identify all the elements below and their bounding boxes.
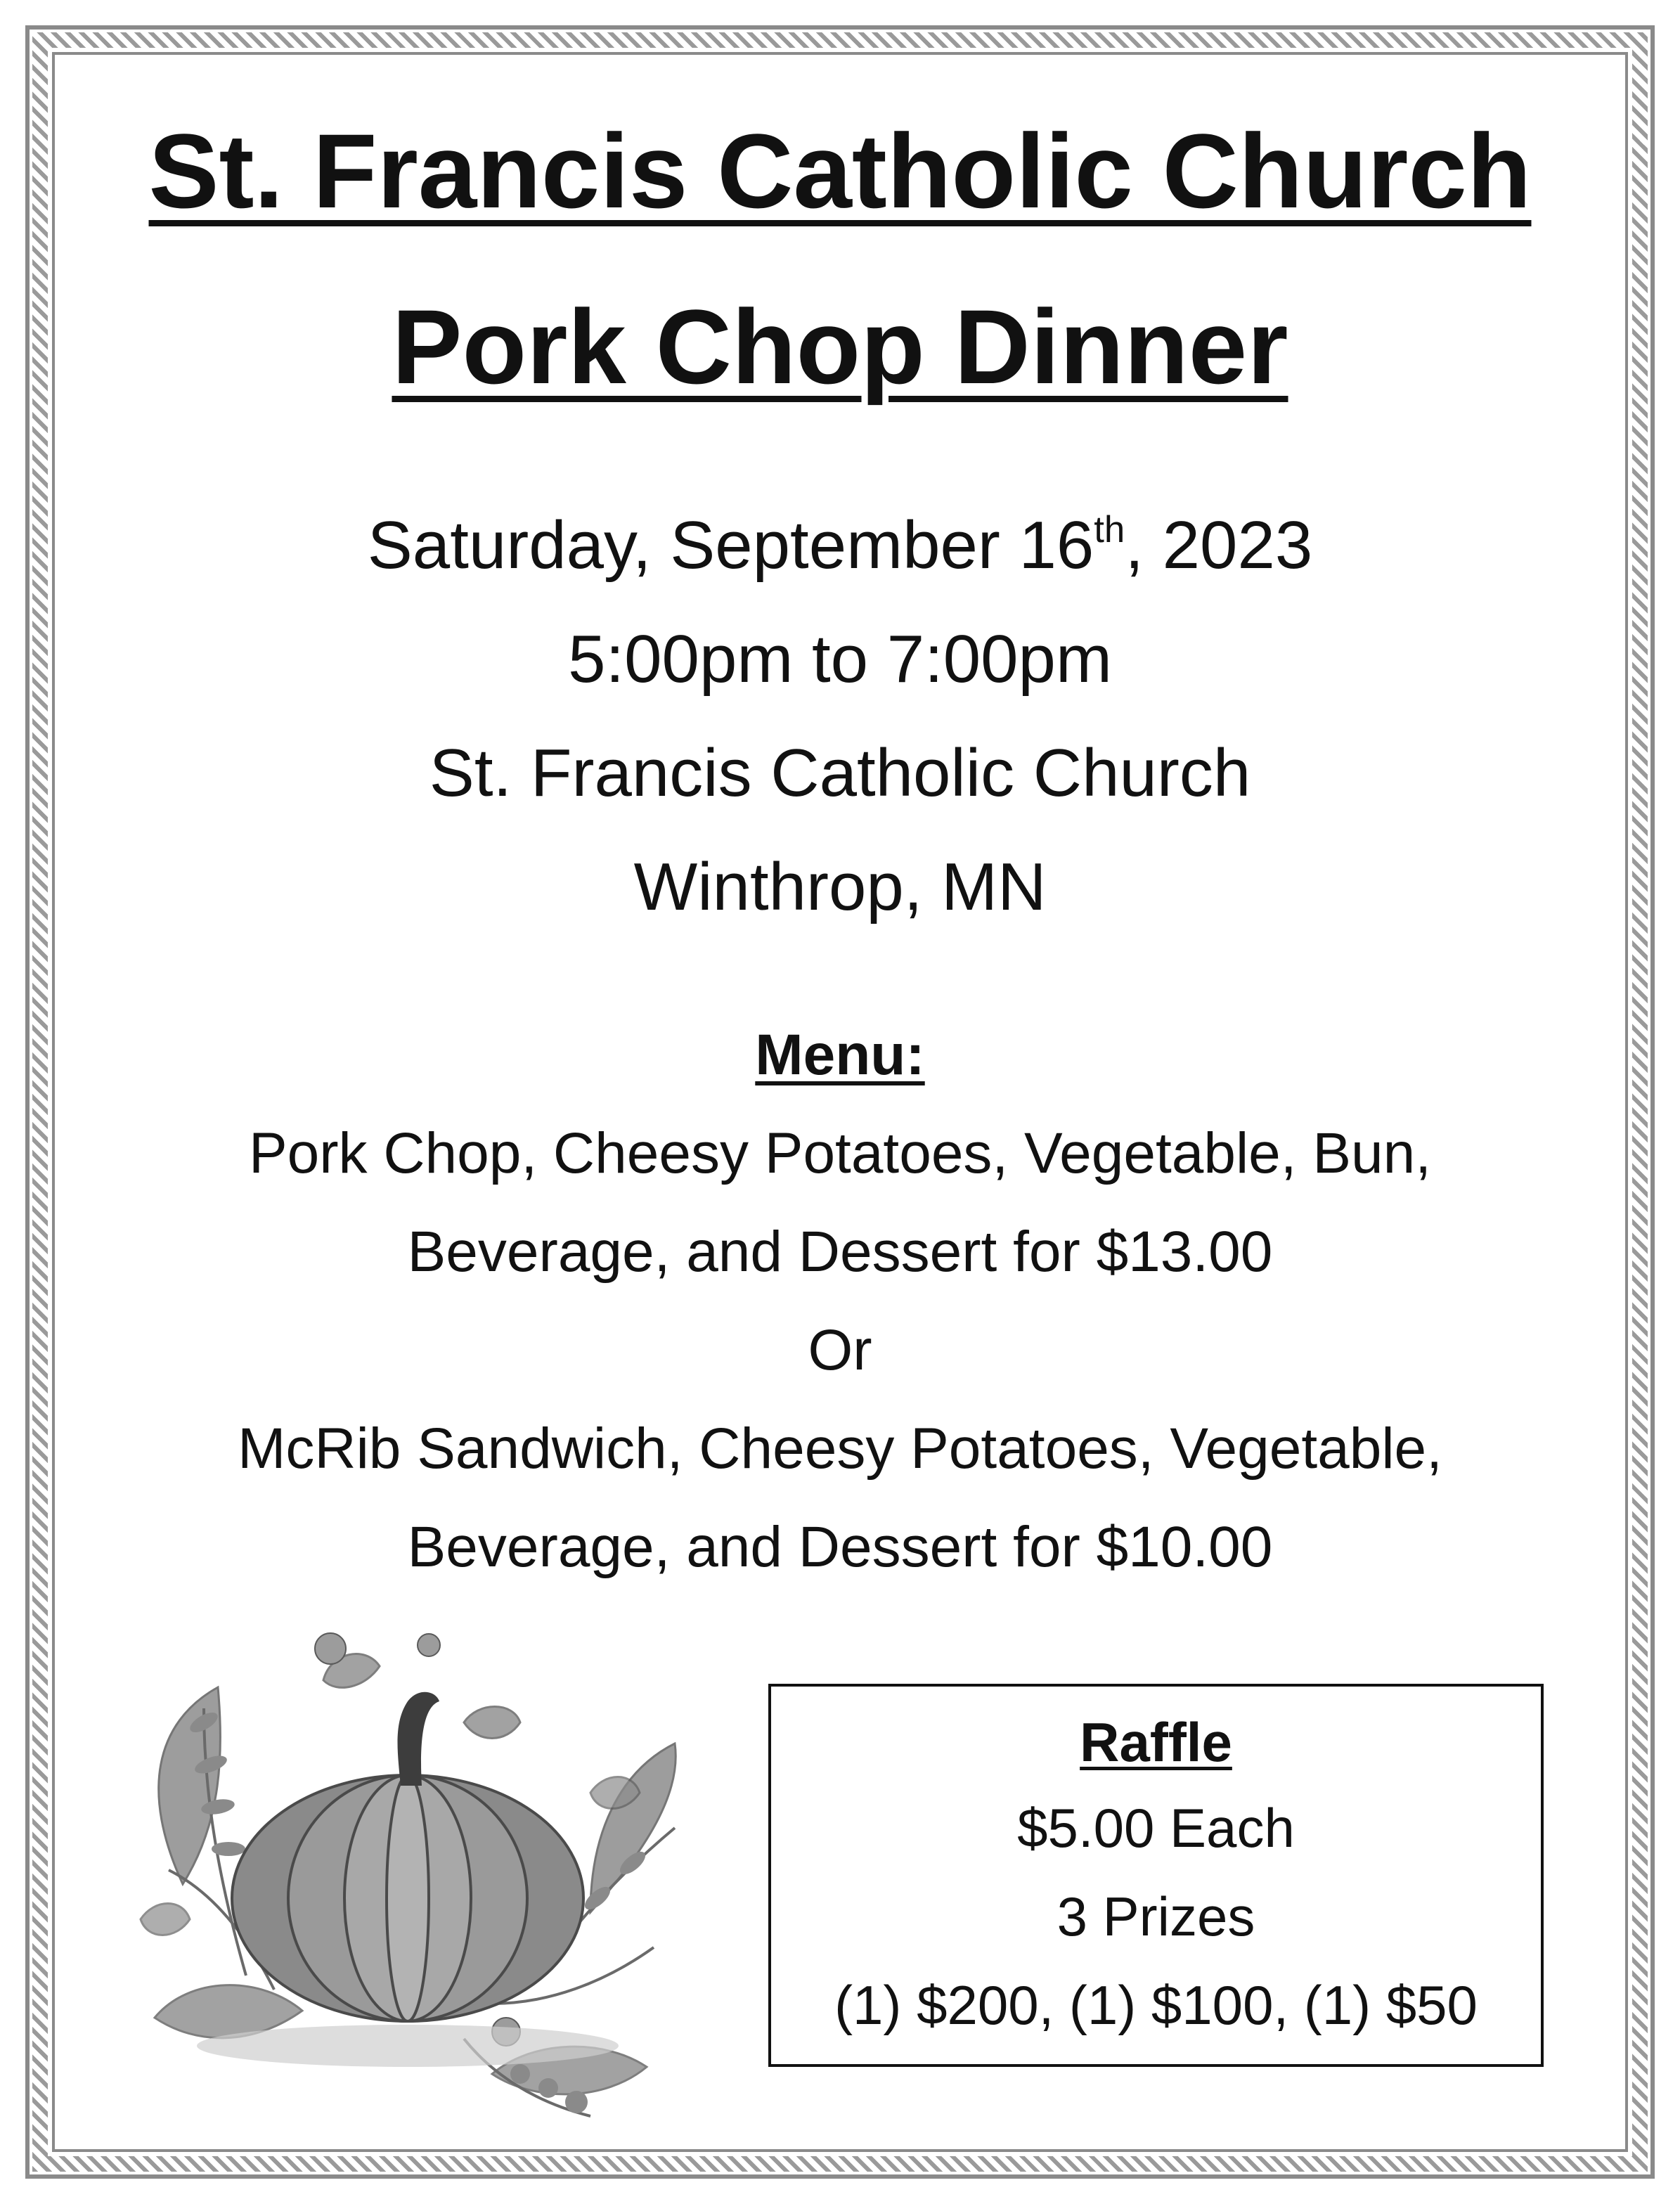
pumpkin-illustration-icon xyxy=(98,1582,731,2144)
event-date-main: Saturday, September 16 xyxy=(367,508,1094,583)
menu-line: Or xyxy=(808,1318,872,1382)
event-date-suffix: th xyxy=(1094,509,1125,551)
raffle-prizes-count: 3 Prizes xyxy=(1057,1886,1255,1947)
menu-line: Beverage, and Dessert for $13.00 xyxy=(407,1220,1273,1284)
raffle-title: Raffle xyxy=(1080,1711,1232,1773)
title-church: St. Francis Catholic Church xyxy=(148,112,1532,230)
raffle-prizes-detail: (1) $200, (1) $100, (1) $50 xyxy=(834,1974,1478,2036)
raffle-box xyxy=(768,1684,1544,2067)
menu-line: McRib Sandwich, Cheesy Potatoes, Vegetable, xyxy=(238,1417,1442,1481)
title-event: Pork Chop Dinner xyxy=(392,288,1288,406)
menu-heading: Menu: xyxy=(755,1023,925,1087)
menu-line: Beverage, and Dessert for $10.00 xyxy=(407,1515,1273,1579)
event-city: Winthrop, MN xyxy=(633,849,1047,924)
event-date xyxy=(0,508,1680,583)
event-venue: St. Francis Catholic Church xyxy=(429,735,1251,811)
menu-line: Pork Chop, Cheesy Potatoes, Vegetable, Bun, xyxy=(248,1121,1432,1185)
raffle-price: $5.00 Each xyxy=(1017,1797,1295,1859)
event-time: 5:00pm to 7:00pm xyxy=(568,621,1112,697)
event-date-year: , 2023 xyxy=(1125,508,1313,583)
